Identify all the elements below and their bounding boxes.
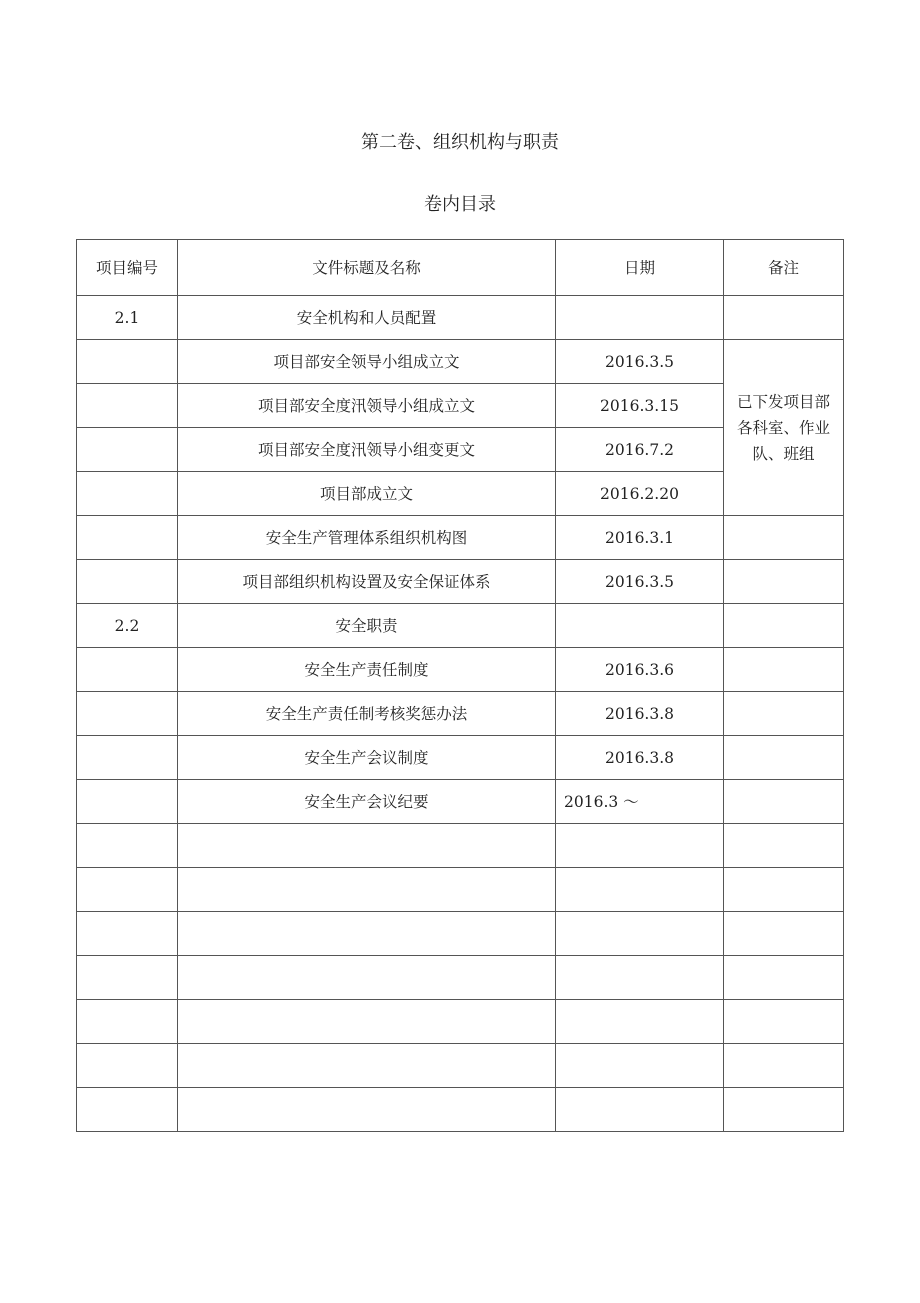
item-number: 2.1 [77, 296, 178, 340]
table-row-empty [77, 912, 844, 956]
empty-cell [178, 824, 556, 868]
file-date: 2016.3.1 [556, 516, 724, 560]
file-date: 2016.3.8 [556, 692, 724, 736]
empty-cell [77, 956, 178, 1000]
file-remarks [724, 516, 844, 560]
file-date [556, 296, 724, 340]
empty-cell [178, 912, 556, 956]
item-number [77, 692, 178, 736]
item-number [77, 516, 178, 560]
empty-cell [178, 868, 556, 912]
empty-cell [556, 1088, 724, 1132]
empty-cell [77, 1088, 178, 1132]
table-row-empty [77, 824, 844, 868]
file-title: 安全生产责任制度 [178, 648, 556, 692]
item-number [77, 780, 178, 824]
table-header-row [77, 240, 844, 296]
item-number [77, 340, 178, 384]
empty-cell [724, 868, 844, 912]
header-date: 日期 [556, 240, 724, 296]
empty-cell [556, 824, 724, 868]
file-title: 安全生产责任制考核奖惩办法 [178, 692, 556, 736]
table-row [77, 692, 844, 736]
volume-title: 第二卷、组织机构与职责 [361, 132, 559, 153]
file-date: 2016.3.6 [556, 648, 724, 692]
file-date: 2016.3.5 [556, 340, 724, 384]
empty-cell [724, 1088, 844, 1132]
file-remarks [724, 736, 844, 780]
item-number [77, 560, 178, 604]
file-date: 2016.3 ～ [556, 780, 724, 824]
catalog-subtitle: 卷内目录 [424, 194, 496, 215]
table-row [77, 296, 844, 340]
table-row [77, 648, 844, 692]
file-title: 安全生产会议纪要 [178, 780, 556, 824]
table-row [77, 736, 844, 780]
empty-cell [556, 1044, 724, 1088]
table-row [77, 516, 844, 560]
file-title: 项目部安全度汛领导小组变更文 [178, 428, 556, 472]
empty-cell [178, 1000, 556, 1044]
file-date: 2016.7.2 [556, 428, 724, 472]
catalog-table [76, 239, 844, 1132]
table-row [77, 780, 844, 824]
empty-cell [77, 1044, 178, 1088]
table-row [77, 340, 844, 384]
empty-cell [556, 868, 724, 912]
file-title: 安全生产会议制度 [178, 736, 556, 780]
merged-remarks-text: 已下发项目部各科室、作业队、班组 [736, 392, 830, 463]
item-number [77, 648, 178, 692]
file-date: 2016.3.15 [556, 384, 724, 428]
table-row-empty [77, 868, 844, 912]
empty-cell [556, 1000, 724, 1044]
empty-cell [178, 956, 556, 1000]
item-number [77, 428, 178, 472]
item-number [77, 472, 178, 516]
item-number: 2.2 [77, 604, 178, 648]
file-date [556, 604, 724, 648]
file-title: 安全职责 [178, 604, 556, 648]
file-date: 2016.2.20 [556, 472, 724, 516]
file-title: 安全生产管理体系组织机构图 [178, 516, 556, 560]
file-title: 项目部安全度汛领导小组成立文 [178, 384, 556, 428]
merged-remarks [724, 340, 844, 516]
empty-cell [77, 912, 178, 956]
file-title: 项目部安全领导小组成立文 [178, 340, 556, 384]
empty-cell [178, 1088, 556, 1132]
file-date: 2016.3.5 [556, 560, 724, 604]
empty-cell [556, 956, 724, 1000]
empty-cell [178, 1044, 556, 1088]
header-remarks: 备注 [724, 240, 844, 296]
table-row [77, 604, 844, 648]
table-row [77, 560, 844, 604]
empty-cell [724, 824, 844, 868]
file-remarks [724, 692, 844, 736]
header-item-number: 项目编号 [77, 240, 178, 296]
table-row-empty [77, 1000, 844, 1044]
file-remarks [724, 780, 844, 824]
table-row-empty [77, 1044, 844, 1088]
table-row-empty [77, 956, 844, 1000]
empty-cell [556, 912, 724, 956]
empty-cell [724, 1044, 844, 1088]
file-title: 项目部成立文 [178, 472, 556, 516]
empty-cell [724, 956, 844, 1000]
empty-cell [77, 1000, 178, 1044]
file-title: 项目部组织机构设置及安全保证体系 [178, 560, 556, 604]
file-remarks [724, 296, 844, 340]
file-date: 2016.3.8 [556, 736, 724, 780]
empty-cell [724, 1000, 844, 1044]
file-remarks [724, 560, 844, 604]
empty-cell [77, 868, 178, 912]
file-remarks [724, 604, 844, 648]
header-file-title: 文件标题及名称 [178, 240, 556, 296]
empty-cell [724, 912, 844, 956]
file-remarks [724, 648, 844, 692]
file-title: 安全机构和人员配置 [178, 296, 556, 340]
empty-cell [77, 824, 178, 868]
item-number [77, 384, 178, 428]
table-row-empty [77, 1088, 844, 1132]
item-number [77, 736, 178, 780]
